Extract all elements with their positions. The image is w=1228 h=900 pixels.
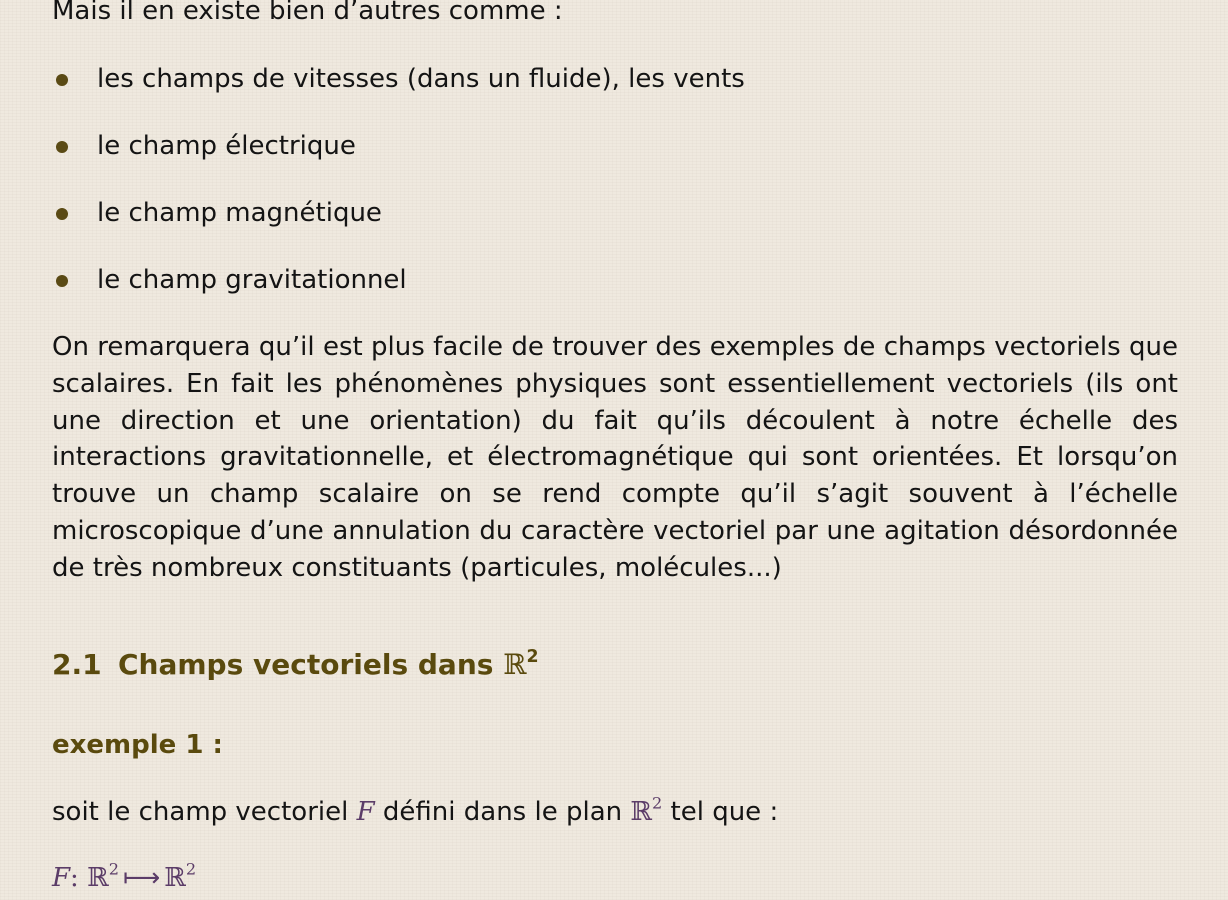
sentence-middle: défini dans le plan: [382, 797, 623, 827]
formula-codomain-exponent: 2: [185, 859, 197, 879]
list-item: [52, 261, 1178, 328]
list-item-text: le champ électrique: [97, 131, 356, 161]
sentence-variable: F: [356, 797, 375, 827]
sentence-before: soit le champ vectoriel: [52, 797, 349, 827]
list-item-text: les champs de vitesses (dans un fluide), les vents: [97, 64, 745, 94]
formula-codomain-set: ℝ: [164, 863, 186, 893]
list-item: [52, 127, 1178, 194]
section-heading: [52, 645, 539, 685]
mapping-formula: [52, 858, 196, 898]
example-title: exemple 1 :: [52, 730, 223, 760]
formula-colon: :: [70, 863, 79, 893]
sentence-after: tel que :: [670, 797, 779, 827]
formula-domain-exponent: 2: [108, 859, 119, 879]
example-sentence: [52, 792, 778, 832]
maps-to-arrow-icon: ⟼: [122, 863, 161, 893]
formula-variable: F: [52, 863, 71, 893]
bullet-icon: [56, 275, 68, 287]
section-set-exponent: 2: [526, 646, 539, 667]
sentence-set-exponent: 2: [652, 793, 663, 813]
bullet-icon: [56, 141, 68, 153]
section-title: Champs vectoriels dans: [118, 648, 494, 681]
list-item-text: le champ magnétique: [97, 198, 382, 228]
bullet-icon: [56, 208, 68, 220]
list-item-text: le champ gravitationnel: [97, 265, 407, 295]
sentence-set-symbol: ℝ: [630, 797, 652, 827]
field-examples-list: [52, 60, 1178, 328]
intro-text: Mais il en existe bien d’autres comme :: [52, 0, 563, 26]
section-set-symbol: ℝ: [503, 648, 527, 681]
bullet-icon: [56, 74, 68, 86]
list-item: [52, 60, 1178, 127]
section-number: 2.1: [52, 648, 102, 681]
body-paragraph: On remarquera qu’il est plus facile de trouver des exemples de champs vectoriels que scalaires. En fait les phénomènes physiques sont essentiellement vectoriels (ils ont une direction et une orientation) du fait qu’ils découlent à notre échelle des interactions gravitationnelle, et électromagnétique qui sont orientées. Et lorsqu’on trouve un champ scalaire on se rend compte qu’il s’agit souvent à l’échelle microscopique d’une annulation du caractère vectoriel par une agitation désordonnée de très nombreux constituants (particules, molécules...): [52, 332, 1178, 583]
formula-domain-set: ℝ: [87, 863, 109, 893]
list-item: [52, 194, 1178, 261]
